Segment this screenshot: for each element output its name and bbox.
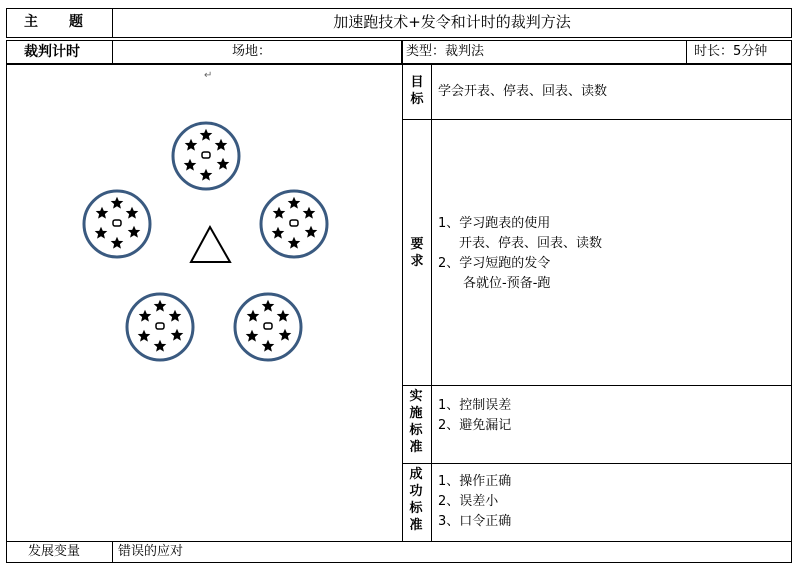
formation-diagram [6, 64, 403, 542]
variable-label: 发展变量 [28, 544, 81, 559]
requirement-line-4: 各就位-预备-跑 [450, 276, 551, 291]
requirement-label: 要求 [410, 237, 424, 269]
return-mark: ↵ [204, 70, 213, 81]
topic-label: 主 题 [24, 14, 84, 30]
success-line-3: 3、口令正确 [438, 514, 512, 529]
requirement-line-2: 开表、停表、回表、读数 [446, 236, 603, 251]
goal-label: 目标 [410, 75, 424, 107]
success-line-1: 1、操作正确 [438, 474, 512, 489]
requirement-line-1: 1、学习跑表的使用 [438, 216, 551, 231]
athlete-groups [84, 123, 327, 360]
athlete-group [127, 294, 193, 360]
goal-line-1: 学会开表、停表、回表、读数 [438, 84, 608, 99]
standard-label: 实施标准 [409, 389, 423, 455]
duration-label: 时长：5分钟 [694, 44, 768, 59]
success-line-2: 2、误差小 [438, 494, 499, 509]
type-label: 类型：裁判法 [406, 44, 485, 59]
starter-triangle [191, 227, 230, 262]
venue-label: 场地： [232, 44, 272, 59]
standard-line-2: 2、避免漏记 [438, 418, 512, 433]
athlete-group [173, 123, 239, 189]
variable-value-cell [112, 541, 792, 563]
athlete-group [261, 191, 327, 257]
requirement-line-3: 2、学习短跑的发令 [438, 256, 551, 271]
item-label: 裁判计时 [24, 44, 80, 60]
athlete-group [84, 191, 150, 257]
topic-value: 加速跑技术+发令和计时的裁判方法 [333, 13, 571, 31]
success-label: 成功标准 [409, 467, 423, 533]
variable-value: 错误的应对 [118, 544, 184, 559]
standard-line-1: 1、控制误差 [438, 398, 512, 413]
athlete-group [235, 294, 301, 360]
